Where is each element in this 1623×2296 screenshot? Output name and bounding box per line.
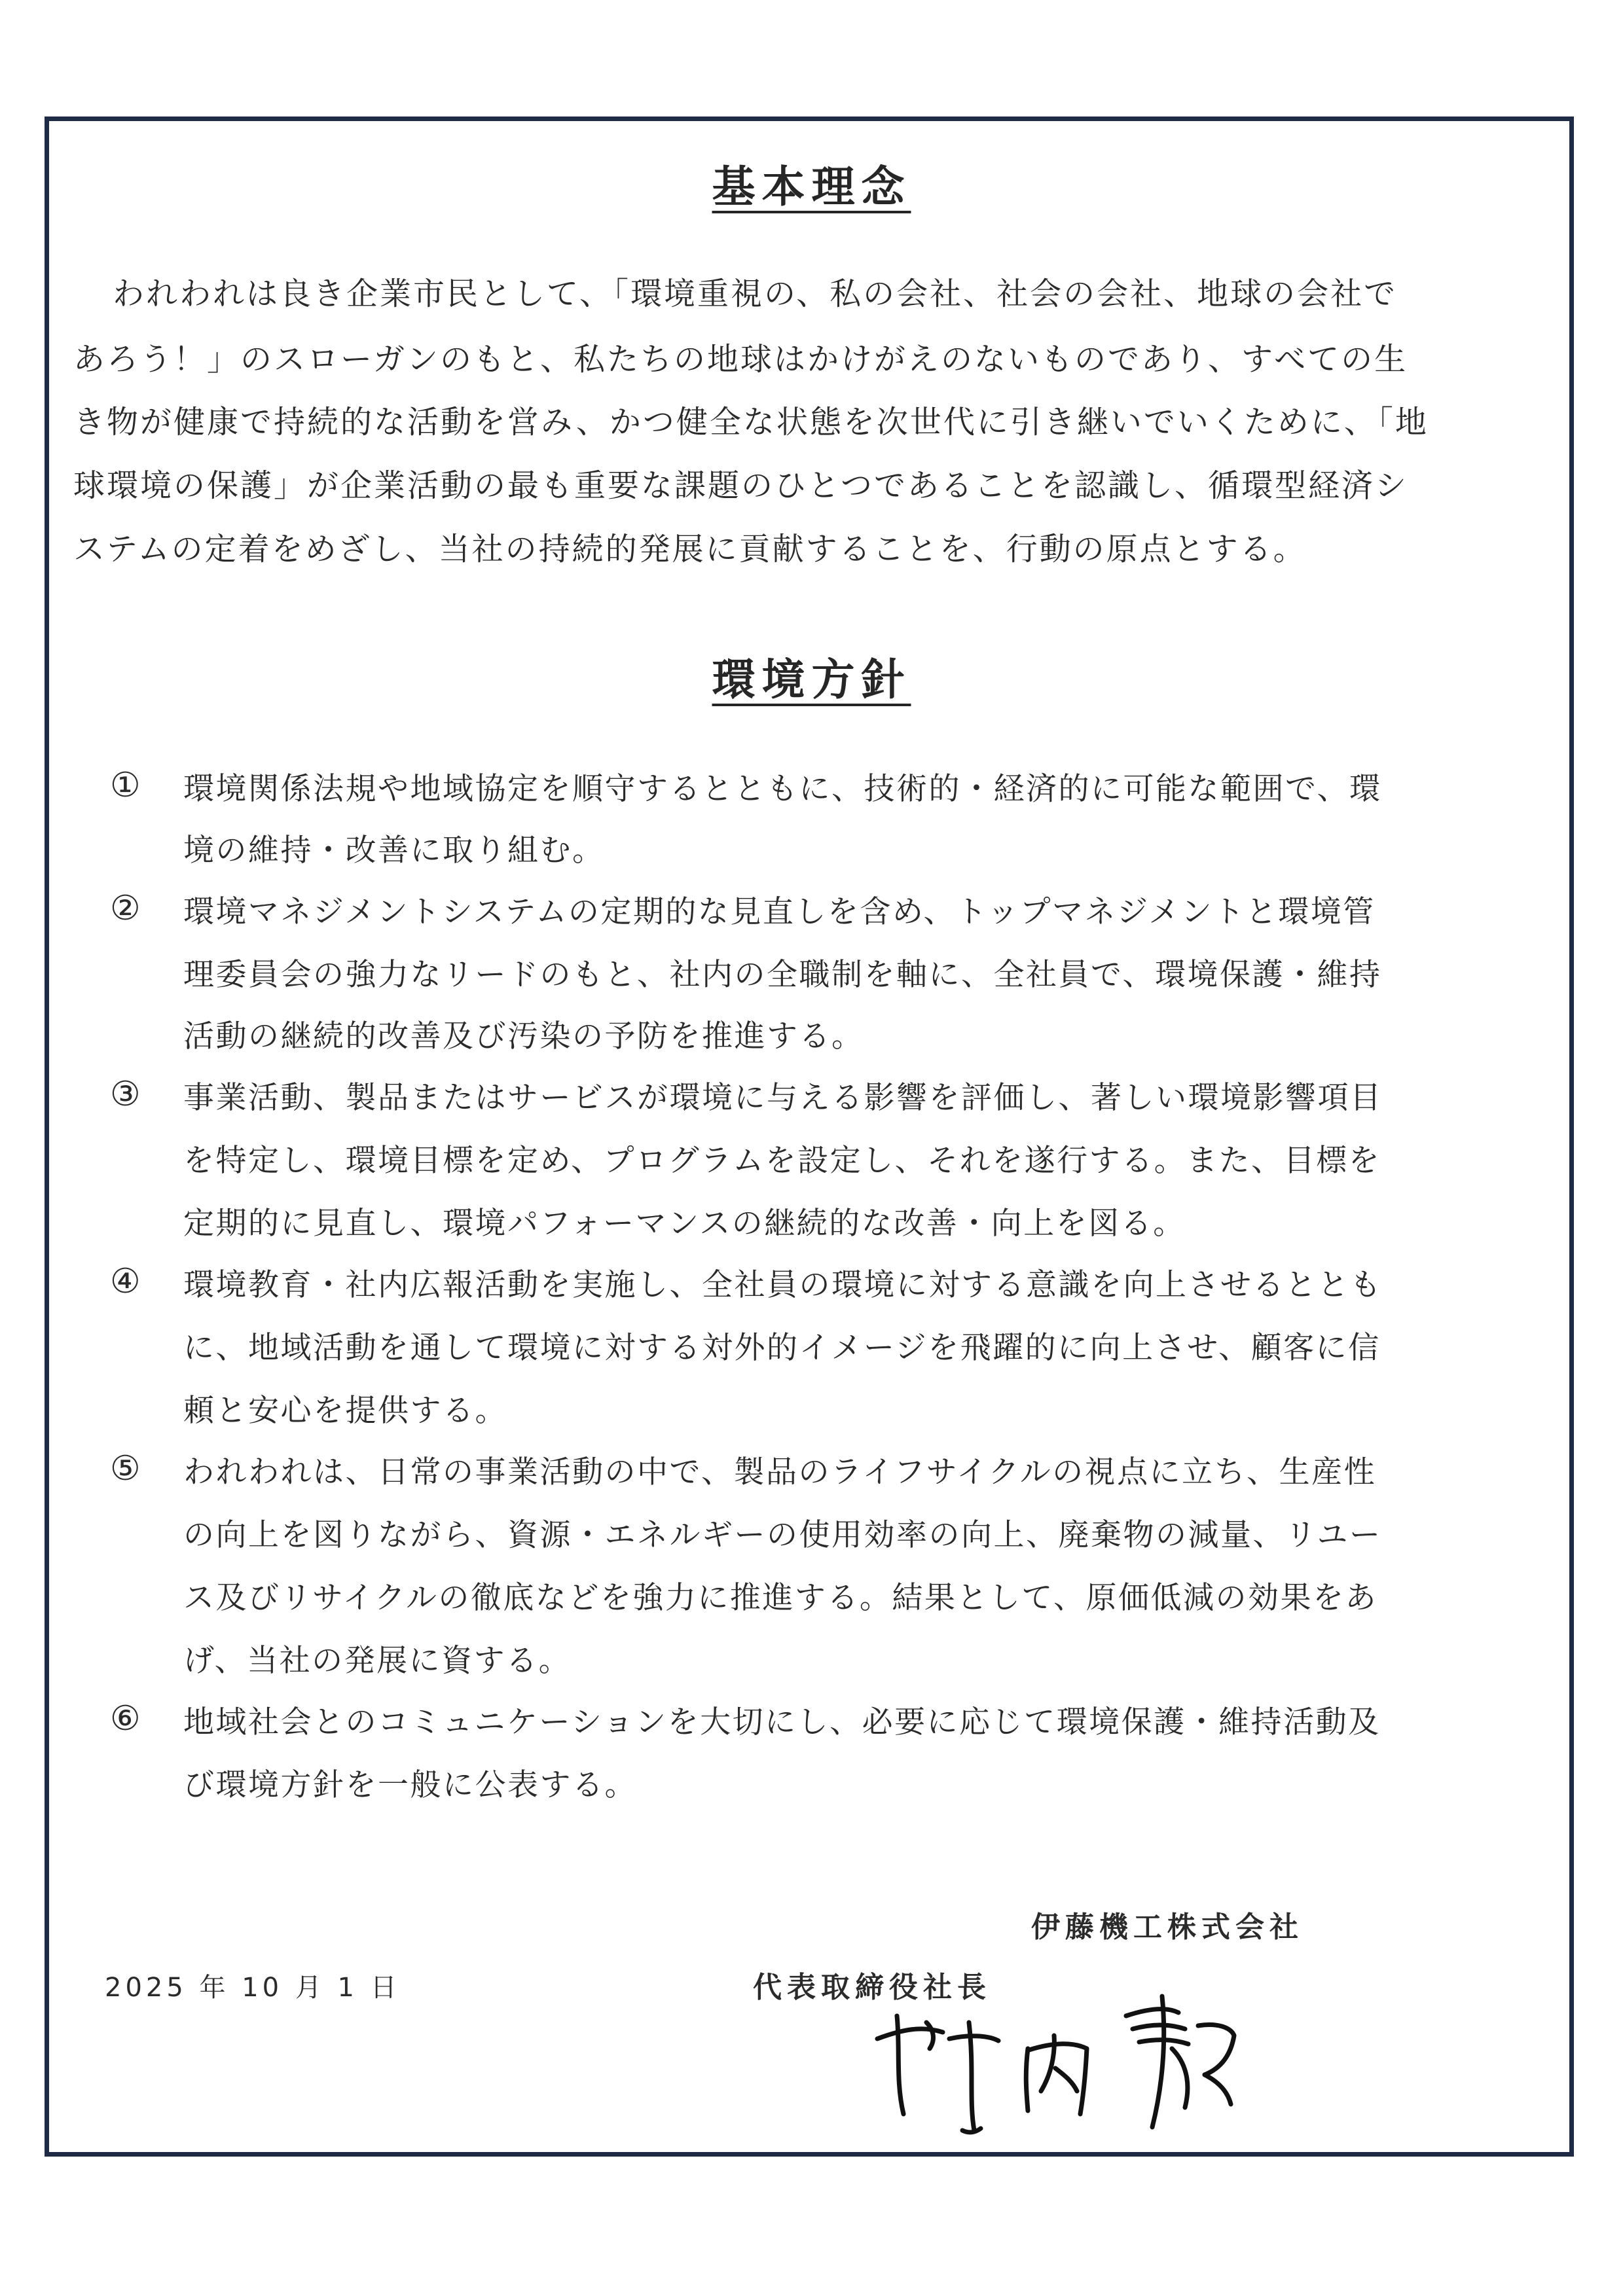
- policy-item-line: 活動の継続的改善及び汚染の予防を推進する。: [183, 1018, 864, 1054]
- philosophy-line: 球環境の保護」が企業活動の最も重要な課題のひとつであることを認識し、循環型経済シ: [73, 467, 1409, 504]
- issue-date: 2025 年 10 月 1 日: [105, 1973, 401, 2003]
- policy-item-line: げ、当社の発展に資する。: [183, 1643, 572, 1679]
- company-name: 伊藤機工株式会社: [1031, 1910, 1304, 1944]
- policy-item-line: 地域社会とのコミュニケーションを大切にし、必要に応じて環境保護・維持活動及: [183, 1704, 1381, 1740]
- policy-item-line: 環境マネジメントシステムの定期的な見直しを含め、トップマネジメントと環境管: [183, 894, 1376, 930]
- policy-item-line: 頼と安心を提供する。: [183, 1393, 507, 1429]
- policy-item-number: ⑤: [110, 1449, 141, 1488]
- philosophy-line: われわれは良き企業市民として、「環境重視の、私の会社、社会の会社、地球の会社で: [113, 276, 1398, 312]
- policy-item-line: 環境教育・社内広報活動を実施し、全社員の環境に対する意識を向上させるととも: [183, 1267, 1383, 1303]
- policy-item-line: に、地域活動を通して環境に対する対外的イメージを飛躍的に向上させ、顧客に信: [183, 1330, 1381, 1366]
- signature: [864, 1977, 1270, 2147]
- policy-item-number: ⑥: [110, 1699, 141, 1738]
- policy-item-line: 境の維持・改善に取り組む。: [183, 833, 605, 869]
- philosophy-line: き物が健康で持続的な活動を営み、かつ健全な状態を次世代に引き継いでいくために、「地: [73, 404, 1429, 440]
- policy-item-line: の向上を図りながら、資源・エネルギーの使用効率の向上、廃棄物の減量、リユー: [183, 1517, 1382, 1553]
- policy-item-line: ス及びリサイクルの徹底などを強力に推進する。結果として、原価低減の効果をあ: [183, 1580, 1377, 1616]
- policy-item-line: 理委員会の強力なリードのもと、社内の全職制を軸に、全社員で、環境保護・維持: [183, 957, 1382, 993]
- philosophy-line: ステムの定着をめざし、当社の持続的発展に貢献することを、行動の原点とする。: [73, 531, 1307, 567]
- policy-item-line: 環境関係法規や地域協定を順守するとともに、技術的・経済的に可能な範囲で、環: [183, 771, 1382, 807]
- policy-item-line: 事業活動、製品またはサービスが環境に与える影響を評価し、著しい環境影響項目: [183, 1080, 1383, 1116]
- policy-item-line: われわれは、日常の事業活動の中で、製品のライフサイクルの視点に立ち、生産性: [183, 1454, 1377, 1490]
- policy-item-line: び環境方針を一般に公表する。: [183, 1767, 637, 1803]
- policy-item-number: ①: [110, 766, 141, 805]
- policy-item-number: ③: [110, 1075, 141, 1114]
- policy-heading: 環境方針: [712, 655, 911, 705]
- policy-item-number: ②: [110, 889, 141, 928]
- policy-item-line: を特定し、環境目標を定め、プログラムを設定し、それを遂行する。また、目標を: [183, 1143, 1381, 1179]
- policy-item-line: 定期的に見直し、環境パフォーマンスの継続的な改善・向上を図る。: [183, 1206, 1186, 1242]
- policy-item-number: ④: [110, 1262, 141, 1301]
- philosophy-heading: 基本理念: [712, 162, 911, 212]
- representative-title: 代表取締役社長: [753, 1971, 991, 2004]
- philosophy-line: あろう！」のスローガンのもと、私たちの地球はかけがえのないものであり、すべての生: [73, 341, 1408, 378]
